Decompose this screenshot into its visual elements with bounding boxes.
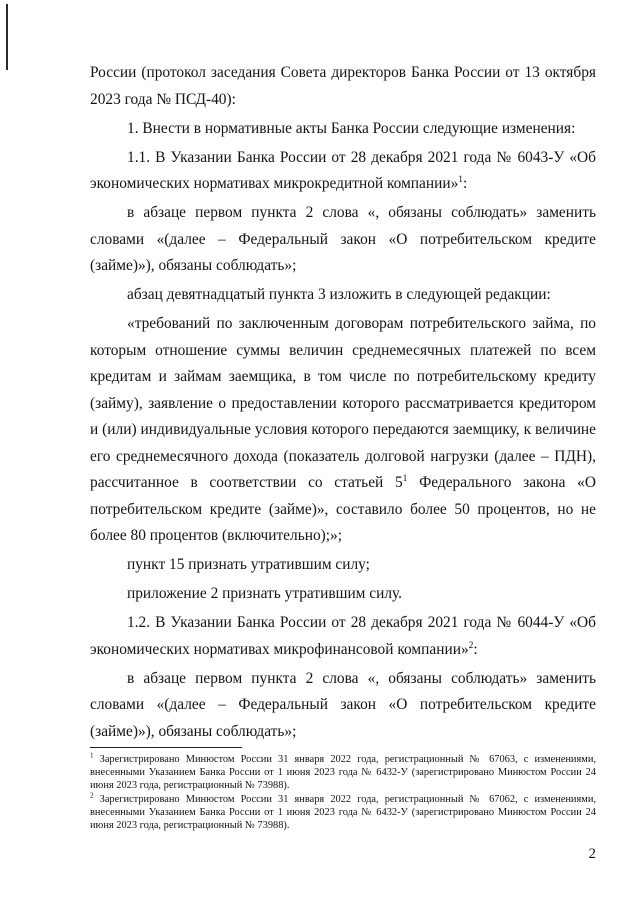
footnote-ref-2: 2 bbox=[468, 640, 474, 651]
footnote-1: $^1$ Зарегистрировано Минюстом России 31 января 2022 года, регистрационный № 67063, с изменениями, внесенными Указанием Банка России от 1 июня 2023 года № 6432-У (зарегистрировано Минюстом России 24 июня 2023 года, регистрационный № 73988). bbox=[90, 751, 596, 791]
document-body bbox=[90, 60, 596, 748]
article-superscript: 1 bbox=[402, 473, 408, 484]
scan-edge-mark bbox=[6, 4, 8, 70]
footnote-2: $^2$ Зарегистрировано Минюстом России 31 января 2022 года, регистрационный № 67062, с изменениями, внесенными Указанием Банка России от 1 июня 2023 года № 6432-У (зарегистрировано Минюстом России 24 июня 2023 года, регистрационный № 73988). bbox=[90, 791, 596, 831]
paragraph-item-1-2: 1.2. В Указании Банка России от 28 декабря 2021 года № 6044-У «Об экономических нормативах микрофинансовой компании»$^2$: bbox=[90, 614, 596, 658]
footnote-separator bbox=[90, 747, 242, 748]
paragraph-amend-6043-p2: в абзаце первом пункта 2 слова «, обязаны соблюдать» заменить словами «(далее – Федеральный закон «О потребительском кредите (займе)»), обязаны соблюдать»; bbox=[90, 204, 596, 274]
paragraph-continuation: России (протокол заседания Совета директоров Банка России от 13 октября 2023 года № ПСД-40): bbox=[90, 64, 596, 108]
footnotes bbox=[90, 753, 596, 833]
paragraph-amend-6043-p3-intro: абзац девятнадцатый пункта 3 изложить в следующей редакции: bbox=[127, 286, 551, 303]
paragraph-amend-6043-p3-text: «требований по заключенным договорам потребительского займа, по которым отношение суммы величин среднемесячных платежей по всем кредитам и займам заемщика, в том числе по потребительскому кредиту (займу), заявление о предоставлении которого рассматривается кредитором и (или) индивидуальные условия которого передаются заемщику, к величине его среднемесячного дохода (показатель долговой нагрузки (далее – ПДН), рассчитанное в соответствии со статьей $5^1$ Федерального закона «О потребительском кредите (займе)», составило более 50 процентов, но не более 80 процентов (включительно);»; bbox=[90, 315, 596, 544]
paragraph-amend-6043-app2: приложение 2 признать утратившим силу. bbox=[127, 585, 403, 602]
paragraph-amend-6044-p2: в абзаце первом пункта 2 слова «, обязаны соблюдать» заменить словами «(далее – Федеральный закон «О потребительском кредите (займе)»), обязаны соблюдать»; bbox=[90, 669, 596, 740]
paragraph-amend-6043-p15: пункт 15 признать утратившим силу; bbox=[127, 556, 370, 573]
paragraph-item-1-1: 1.1. В Указании Банка России от 28 декабря 2021 года № 6043-У «Об экономических нормативах микрокредитной компании»$^1$: bbox=[90, 148, 596, 192]
footnote-ref-1: 1 bbox=[458, 174, 464, 185]
page-number: 2 bbox=[588, 846, 596, 862]
paragraph-item-1: 1. Внести в нормативные акты Банка России следующие изменения: bbox=[127, 119, 576, 137]
